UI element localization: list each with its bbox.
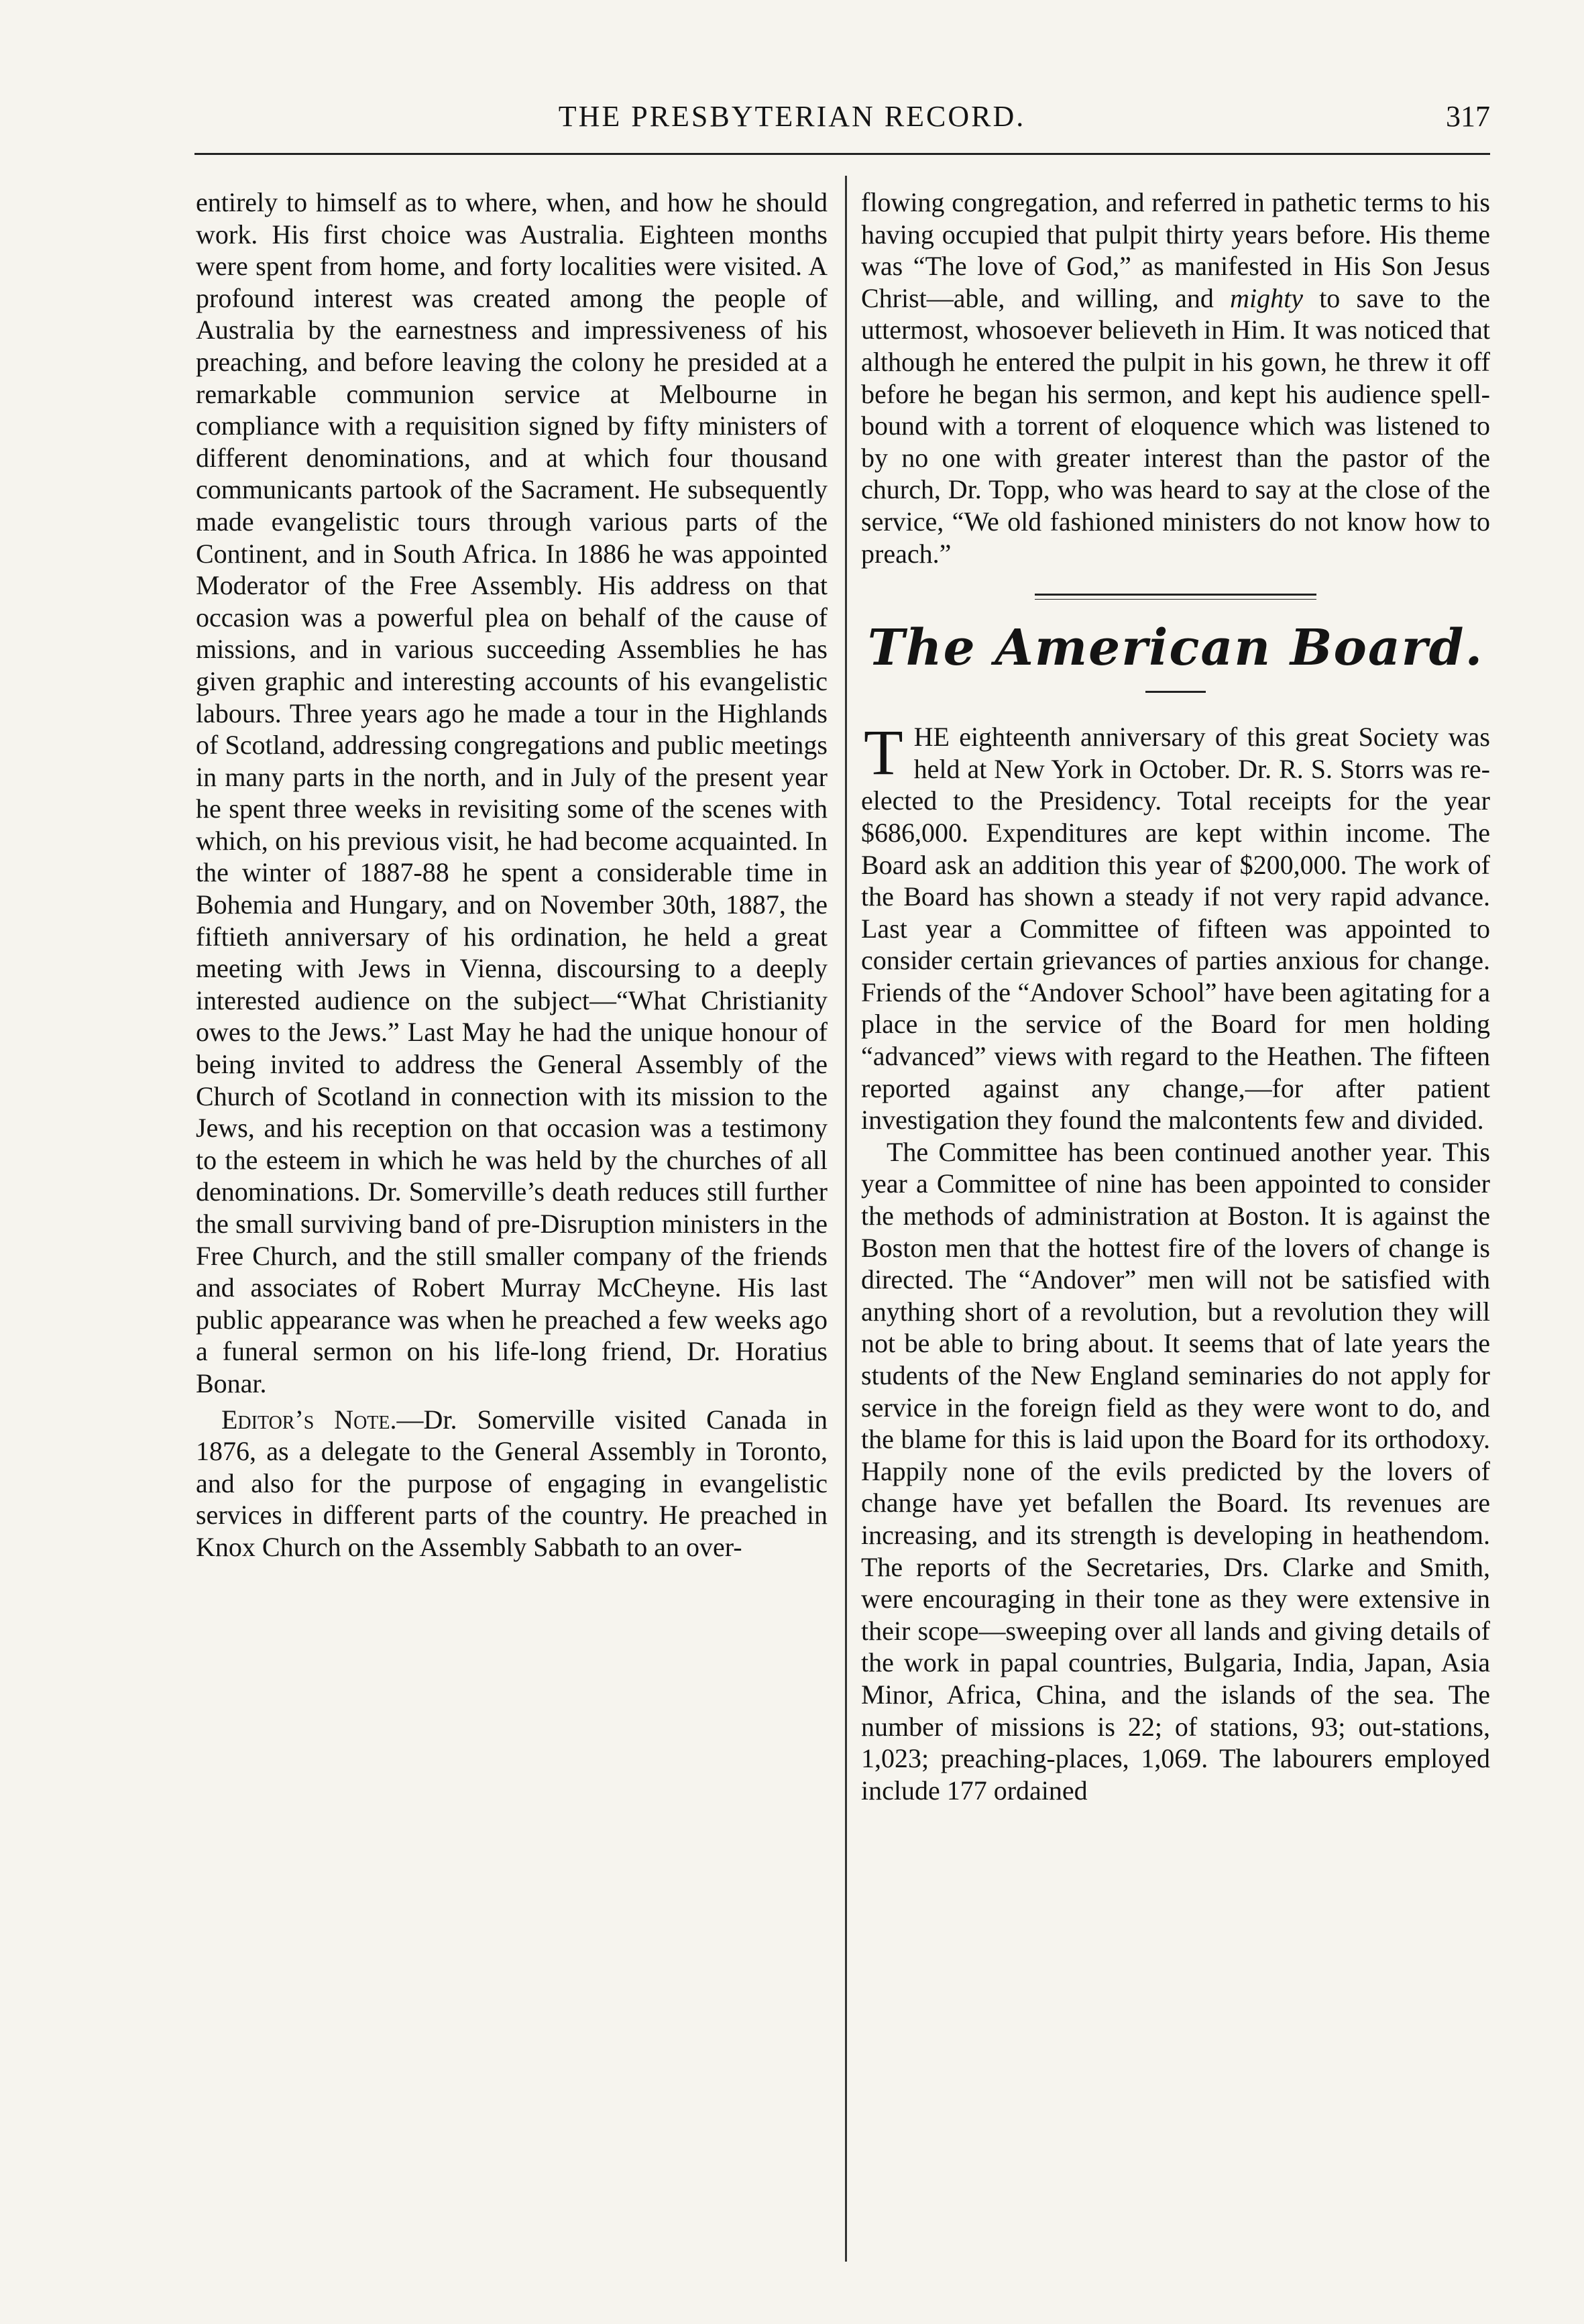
- editors-note: [196, 1404, 828, 1563]
- drop-cap: T: [864, 716, 903, 789]
- running-header-title: THE PRESBYTERIAN RECORD.: [558, 100, 1026, 133]
- obituary-paragraph: entirely to himself as to where, when, and how he should work. His first choice was Australia. Eighteen months were spent from home, and forty localities were visited. A profound interest was created among the people of Australia by the earnestness and impressiveness of his preaching, and before leaving the colony he presided at a remarkable communion service at Melbourne in compliance with a requisition signed by fifty ministers of different denominations, and at which four thousand communicants partook of the Sacrament. He subsequently made evangelistic tours through various parts of the Continent, and in South Africa. In 1886 he was appointed Moderator of the Free Assembly. His address on that occasion was a powerful plea on behalf of the cause of missions, and in various succeeding Assemblies he has given graphic and interesting accounts of his evangelistic labours. Three years ago he made a tour in the Highlands of Scotland, addressing congregations and public meetings in many parts in the north, and in July of the present year he spent three weeks in revisiting some of the scenes with which, on his previous visit, he had become acquainted. In the winter of 1887-88 he spent a considerable time in Bohemia and Hungary, and on November 30th, 1887, the fiftieth anniversary of his ordination, he held a great meeting with Jews in Vienna, discoursing to a deeply interested audience on the subject—“What Christianity owes to the Jews.” Last May he had the unique honour of being invited to address the General Assembly of the Church of Scotland in connection with its mission to the Jews, and his reception on that occasion was a testimony to the esteem in which he was held by the churches of all denominations. Dr. Somerville’s death reduces still further the small surviving band of pre-Disruption ministers in the Free Church, and the still smaller company of the friends and associates of Robert Murray McCheyne. His last public appearance was when he preached a few weeks ago a funeral sermon on his life-long friend, Dr. Horatius Bonar.: [196, 187, 828, 1398]
- left-column: [196, 186, 828, 1563]
- american-board-text: HE eighteenth anniversary of this great Society was held at New York in October. Dr. R. S. Storrs was re-elected to the Presidency. Total receipts for the year $686,000. Expenditures are kept within income. The Board ask an addition this year of $200,000. The work of the Board has shown a steady if not very rapid advance. Last year a Committee of fifteen was appointed to consider certain grievances of parties anxious for change. Friends of the “Andover School” have been agitating for a place in the service of the Board for men holding “advanced” views with regard to the Heathen. The fifteen reported against any change,—for after patient investigation they found the malcontents few and divided.: [861, 722, 1490, 1136]
- section-heading: The American Board.: [867, 619, 1484, 677]
- emphasis-mighty: mighty: [1230, 282, 1303, 313]
- right-column: [861, 186, 1490, 1806]
- column-divider: [845, 176, 847, 2262]
- continuation-text-end: to save to the uttermost, whosoever believeth in Him. It was noticed that although he entered the pulpit in his gown, he threw it off before he began his sermon, and kept his audience spell-bound with a torrent of eloquence which was listened to by no one with greater interest than the pastor of the church, Dr. Topp, who was heard to say at the close of the service, “We old fashioned ministers do not know how to preach.”: [861, 282, 1490, 569]
- editors-note-label: Editor’s Note.: [221, 1404, 397, 1435]
- editors-note-text: —Dr. Somerville visited Canada in 1876, as a delegate to the General Assembly in Toronto, and also for the purpose of engaging in evangelistic services in different parts of the country. He preached in Knox Church on the Assembly Sabbath to an over-: [196, 1404, 828, 1562]
- continuation-text-start: flowing congregation, and referred in pathetic terms to his having occupied that pulpit thirty years before. His theme was “The love of God,” as manifested in His Son Jesus Christ—able, and willing, and: [861, 187, 1490, 313]
- heading-underline: [1145, 691, 1206, 693]
- american-board-paragraph: [861, 716, 1490, 1136]
- committee-paragraph: The Committee has been continued another year. This year a Committee of nine has been appointed to consider the methods of administration at Boston. It is against the Boston men that the hottest fire of the lovers of change is directed. The “Andover” men will not be satisfied with anything short of a revolution, but a revolution they will not be able to bring about. It seems that of late years the students of the New England seminaries do not apply for service in the foreign field as they were wont to do, and the blame for this is laid upon the Board for its orthodoxy. Happily none of the evils predicted by the lovers of change have yet befallen the Board. Its revenues are increasing, and its strength is developing in heathendom. The reports of the Secretaries, Drs. Clarke and Smith, were encouraging in their tone as they were extensive in their scope—sweeping over all lands and giving details of the work in papal countries, Bulgaria, India, Japan, Asia Minor, Africa, China, and the islands of the sea. The number of missions is 22; of stations, 93; out-stations, 1,023; preaching-places, 1,069. The labourers employed include 177 ordained: [861, 1136, 1490, 1806]
- section-separator: [1035, 594, 1316, 600]
- continuation-paragraph: [861, 186, 1490, 569]
- page-number: 317: [1446, 100, 1490, 133]
- header-rule: [194, 153, 1490, 155]
